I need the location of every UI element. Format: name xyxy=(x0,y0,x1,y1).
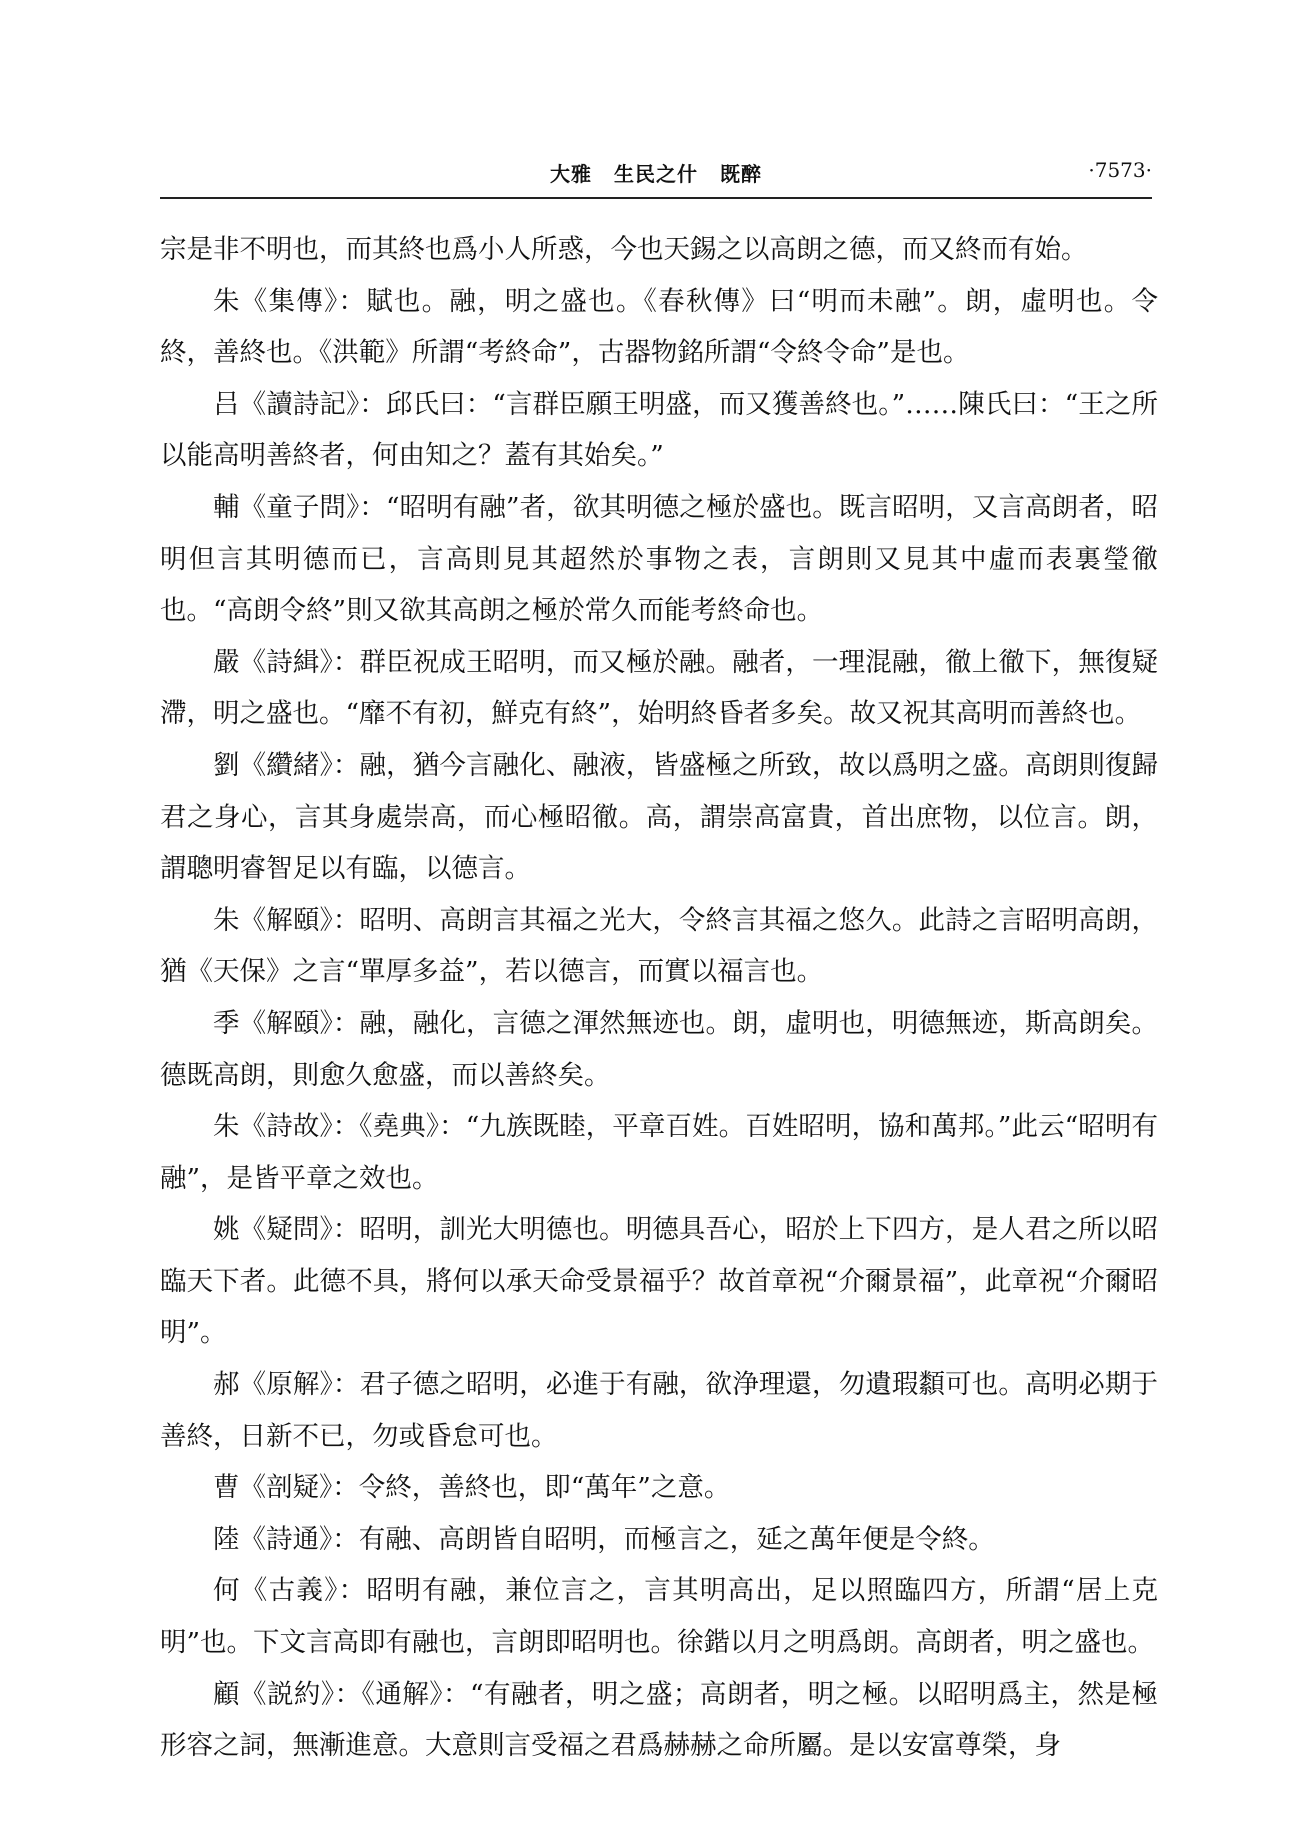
paragraph: 姚《疑問》：昭明，訓光大明德也。明德具吾心，昭於上下四方，是人君之所以昭臨天下者。此德不具，將何以承天命受景福乎？故首章祝“介爾景福”，此章祝“介爾昭明”。 xyxy=(160,1214,1158,1349)
header-book: 大雅 xyxy=(550,162,592,186)
paragraph: 郝《原解》：君子德之昭明，必進于有融，欲浄理還，勿遺瑕纇可也。高明必期于善終，日新不已，勿或昏怠可也。 xyxy=(160,1369,1158,1452)
page-number: ·7573· xyxy=(1088,158,1152,182)
paragraph: 何《古義》：昭明有融，兼位言之，言其明高出，足以照臨四方，所謂“居上克明”也。下文言高即有融也，言朗即昭明也。徐鍇以月之明爲朗。高朗者，明之盛也。 xyxy=(160,1575,1158,1659)
running-header xyxy=(160,158,1152,198)
header-poem: 既醉 xyxy=(720,162,762,186)
paragraph: 吕《讀詩記》：邱氏曰：“言群臣願王明盛，而又獲善終也。”……陳氏曰：“王之所以能高明善終者，何由知之？蓋有其始矣。” xyxy=(160,388,1158,472)
paragraph: 朱《詩故》：《堯典》：“九族既睦，平章百姓。百姓昭明，協和萬邦。”此云“昭明有融”，是皆平章之效也。 xyxy=(160,1111,1158,1194)
paragraph: 陸《詩通》：有融、高朗皆自昭明，而極言之，延之萬年便是令終。 xyxy=(213,1523,995,1555)
body-text xyxy=(160,224,1158,1772)
paragraph: 輔《童子問》：“昭明有融”者，欲其明德之極於盛也。既言昭明，又言高朗者，昭明但言其明德而已，言高則見其超然於事物之表，言朗則又見其中虛而表裏瑩徹也。“高朗令終”則又欲其高朗之極於常久而能考終命也。 xyxy=(160,491,1158,627)
paragraph: 嚴《詩緝》：群臣祝成王昭明，而又極於融。融者，一理混融，徹上徹下，無復疑滯，明之盛也。“靡不有初，鮮克有終”，始明終昏者多矣。故又祝其高明而善終也。 xyxy=(160,646,1158,730)
header-section: 生民之什 xyxy=(614,162,698,186)
paragraph: 朱《解頤》：昭明、高朗言其福之光大，令終言其福之悠久。此詩之言昭明高朗，猶《天保》之言“單厚多益”，若以德言，而實以福言也。 xyxy=(160,904,1158,988)
paragraph: 季《解頤》：融，融化，言德之渾然無迹也。朗，虛明也，明德無迹，斯高朗矣。德既高朗，則愈久愈盛，而以善終矣。 xyxy=(160,1007,1158,1091)
header-rule xyxy=(160,197,1152,199)
paragraph: 顧《説約》：《通解》：“有融者，明之盛；高朗者，明之極。以昭明爲主，然是極形容之詞，無漸進意。大意則言受福之君爲赫赫之命所屬。是以安富尊榮，身 xyxy=(160,1678,1158,1762)
paragraph: 宗是非不明也，而其終也爲小人所惑，今也天錫之以高朗之德，而又終而有始。 xyxy=(160,234,1088,265)
running-title xyxy=(550,158,784,187)
paragraph: 朱《集傳》：賦也。融，明之盛也。《春秋傳》曰“明而未融”。朗，虛明也。令終，善終也。《洪範》所謂“考終命”，古器物銘所謂“令終令命”是也。 xyxy=(160,285,1158,369)
paragraph: 劉《纘緒》：融，猶今言融化、融液，皆盛極之所致，故以爲明之盛。高朗則復歸君之身心，言其身處崇高，而心極昭徹。高，謂崇高富貴，首出庶物，以位言。朗，謂聰明睿智足以有臨，以德言。 xyxy=(160,749,1158,885)
paragraph: 曹《剖疑》：令終，善終也，即“萬年”之意。 xyxy=(213,1472,731,1504)
